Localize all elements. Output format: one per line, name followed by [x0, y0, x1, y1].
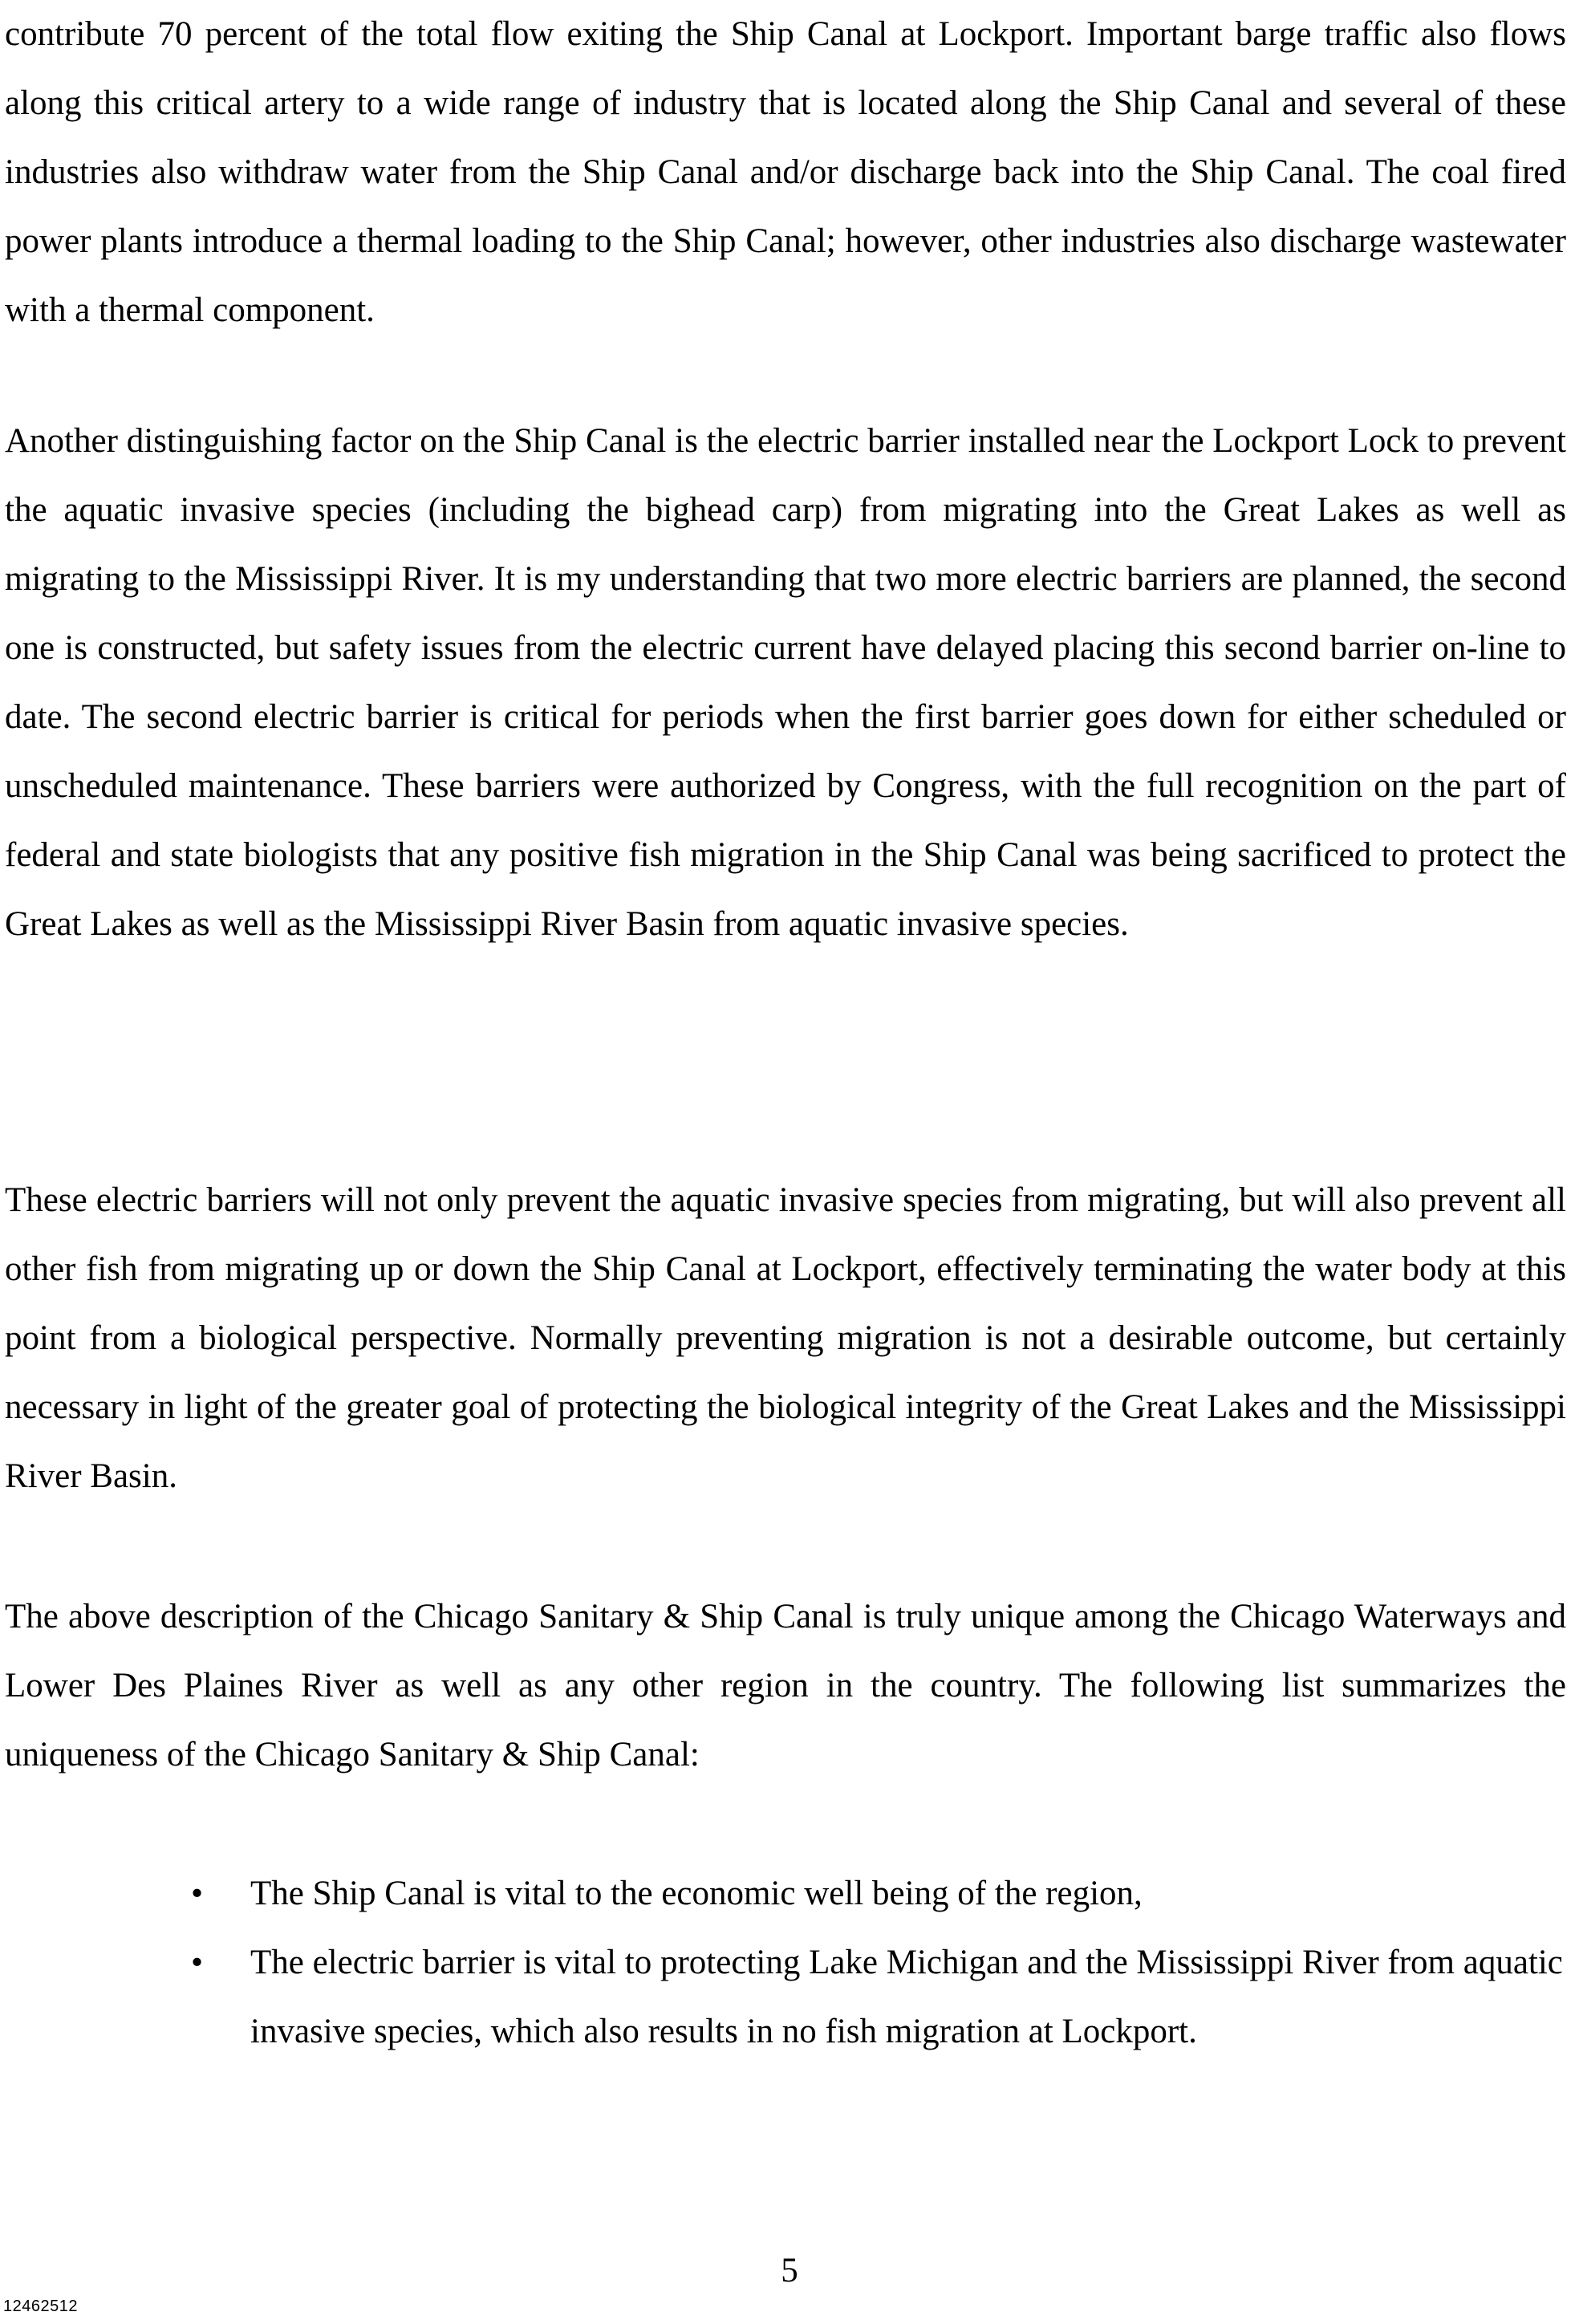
uniqueness-list — [183, 1859, 1569, 2066]
list-item-text: The Ship Canal is vital to the economic well being of the region, — [250, 1875, 1143, 1912]
paragraph-flow-and-industry: contribute 70 percent of the total flow exiting the Ship Canal at Lockport. Important barge traffic also flows along this critical artery to a wide range of industry that is located along the Ship Canal and several of these industries also withdraw water from the Ship Canal and/or discharge back into the Ship Canal. The coal fired power plants introduce a thermal loading to the Ship Canal; however, other industries also discharge wastewater with a thermal component. — [5, 15, 1566, 329]
paragraph-fish-migration: These electric barriers will not only prevent the aquatic invasive species from migrating, but will also prevent all other fish from migrating up or down the Ship Canal at Lockport, effectively terminating the water body at this point from a biological perspective. Normally preventing migration is not a desirable outcome, but certainly necessary in light of the greater goal of protecting the biological integrity of the Great Lakes and the Mississippi River Basin. — [5, 1181, 1566, 1495]
page-number: 5 — [781, 2252, 798, 2289]
list-item — [183, 1928, 1569, 2066]
paragraph-uniqueness-summary: The above description of the Chicago Sanitary & Ship Canal is truly unique among the Chicago Waterways and Lower Des Plaines River as well as any other region in the country. The following list summarizes the uniqueness of the Chicago Sanitary & Ship Canal: — [5, 1598, 1566, 1773]
bullet-icon: • — [191, 1944, 204, 1981]
paragraph-electric-barrier: Another distinguishing factor on the Ship Canal is the electric barrier installed near the Lockport Lock to prevent the aquatic invasive species (including the bighead carp) from migrating into the Great Lakes as well as migrating to the Mississippi River. It is my understanding that two more electric barriers are planned, the second one is constructed, but safety issues from the electric current have delayed placing this second barrier on-line to date. The second electric barrier is critical for periods when the first barrier goes down for either scheduled or unscheduled maintenance. These barriers were authorized by Congress, with the full recognition on the part of federal and state biologists that any positive fish migration in the Ship Canal was being sacrificed to protect the Great Lakes as well as the Mississippi River Basin from aquatic invasive species. — [5, 422, 1566, 943]
document-id: 12462512 — [3, 2298, 78, 2315]
bullet-icon: • — [191, 1875, 204, 1912]
list-item-text: The electric barrier is vital to protecting Lake Michigan and the Mississippi River from aquatic invasive species, which also results in no fish migration at Lockport. — [250, 1944, 1563, 2050]
list-item — [183, 1859, 1569, 1928]
